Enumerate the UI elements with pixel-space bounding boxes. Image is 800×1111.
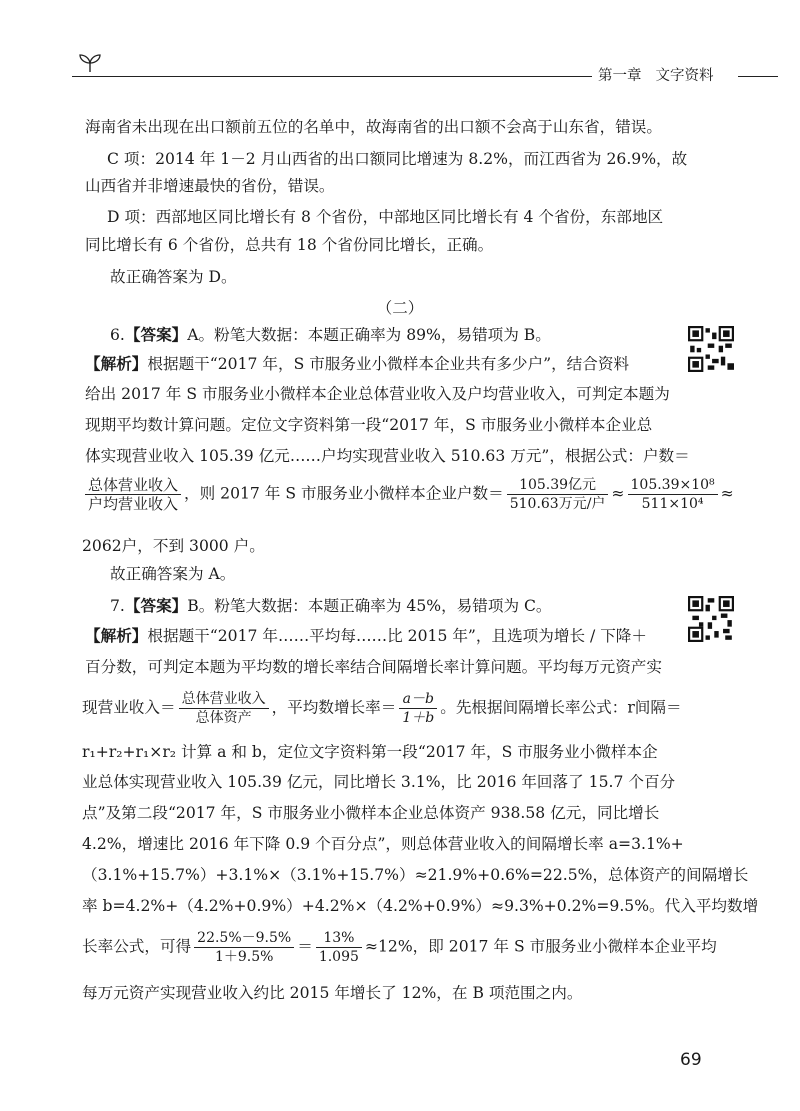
- explanation-line: [85, 625, 647, 647]
- fraction-numerator: 105.39×10⁸: [628, 476, 718, 495]
- formula-text: 现营业收入＝: [82, 698, 176, 717]
- fraction-denominator: 511×10⁴: [641, 496, 704, 512]
- paragraph-line: 海南省未出现在出口额前五位的名单中，故海南省的出口额不会高于山东省，错误。: [85, 118, 662, 136]
- paragraph-line: D 项：西部地区同比增长有 8 个省份，中部地区同比增长有 4 个省份，东部地区: [107, 208, 664, 226]
- fraction-denominator: 户均营业收入: [88, 495, 179, 513]
- fraction-numerator: 22.5%－9.5%: [194, 929, 294, 948]
- explanation-label: 【解析】: [85, 354, 148, 373]
- paragraph-line: 故正确答案为 D。: [110, 268, 237, 286]
- fraction-denominator: 总体资产: [195, 710, 252, 726]
- explanation-text: 根据题干“2017 年，S 市服务业小微样本企业共有多少户”，结合资料: [147, 355, 630, 373]
- paragraph-line: 4.2%，增速比 2016 年下降 0.9 个百分点”，则总体营业收入的间隔增长率 a=3.1%+: [82, 835, 684, 853]
- paragraph-line: 点”及第二段“2017 年，S 市服务业小微样本企业总体资产 938.58 亿元，同比增长: [82, 804, 660, 822]
- answer-label: 【答案】: [124, 596, 188, 615]
- answer-line: [110, 324, 551, 346]
- paragraph-line: 现期平均数计算问题。定位文字资料第一段“2017 年，S 市服务业小微样本企业总: [85, 416, 653, 434]
- fraction-numerator: 105.39亿元: [507, 476, 609, 495]
- question-number: 6.: [110, 326, 125, 344]
- fraction-numerator: 总体营业收入: [179, 690, 269, 709]
- approx-sign: ≈: [611, 484, 625, 503]
- approx-sign: ≈: [720, 484, 734, 503]
- paragraph-line: 同比增长有 6 个省份，总共有 18 个省份同比增长，正确。: [85, 236, 494, 254]
- paragraph-line: r₁+r₂+r₁×r₂ 计算 a 和 b，定位文字资料第一段“2017 年，S 市服务业小微样本企: [82, 743, 658, 761]
- running-header: [598, 64, 728, 85]
- paragraph-line: 故正确答案为 A。: [110, 565, 236, 583]
- paragraph-line: 率 b=4.2%+（4.2%+0.9%）+4.2%×（4.2%+0.9%）≈9.3%+0.2%=9.5%。代入平均数增: [82, 897, 759, 915]
- paragraph-line: 百分数，可判定本题为平均数的增长率结合间隔增长率计算问题。平均每万元资产实: [85, 658, 662, 676]
- equals-sign: ＝: [297, 937, 313, 956]
- leaf-logo-icon: [78, 52, 102, 74]
- formula-text: ≈12%，即 2017 年 S 市服务业小微样本企业平均: [364, 937, 717, 956]
- fraction-denominator: 510.63万元/户: [509, 496, 606, 512]
- formula-line: [82, 690, 682, 727]
- formula-text: 。先根据间隔增长率公式：r间隔＝: [440, 698, 682, 717]
- formula-line: [82, 476, 734, 513]
- qr-code-icon[interactable]: [688, 326, 734, 372]
- answer-label: 【答案】: [124, 325, 188, 344]
- explanation-label: 【解析】: [85, 626, 148, 645]
- answer-text: A。粉笔大数据：本题正确率为 89%，易错项为 B。: [187, 326, 551, 344]
- formula-line: [82, 929, 717, 966]
- paragraph-line: （3.1%+15.7%）+3.1%×（3.1%+15.7%）≈21.9%+0.6%=22.5%，总体资产的间隔增长: [82, 866, 749, 884]
- paragraph-line: 2062户，不到 3000 户。: [82, 537, 265, 555]
- formula-text: ，平均数增长率＝: [271, 698, 397, 717]
- formula-text: ，则 2017 年 S 市服务业小微样本企业户数＝: [184, 484, 504, 503]
- explanation-line: [85, 353, 629, 375]
- explanation-text: 根据题干“2017 年……平均每……比 2015 年”，且选项为增长 / 下降＋: [147, 627, 647, 645]
- chapter-label: 第一章: [598, 68, 642, 84]
- paragraph-line: 山西省并非增速最快的省份，错误。: [85, 177, 335, 195]
- fraction-numerator: a－b: [399, 690, 437, 709]
- answer-text: B。粉笔大数据：本题正确率为 45%，易错项为 C。: [187, 597, 552, 615]
- section-label: 文字资料: [655, 68, 714, 84]
- section-title: （二）: [376, 299, 424, 317]
- page-number: 69: [680, 1050, 702, 1070]
- paragraph-line: C 项：2014 年 1－2 月山西省的出口额同比增速为 8.2%，而江西省为 26.9%，故: [107, 150, 688, 168]
- question-number: 7.: [110, 597, 125, 615]
- fraction-denominator: 1.095: [318, 949, 359, 965]
- fraction-numerator: 13%: [316, 929, 362, 948]
- header-rule-right: [738, 76, 778, 77]
- answer-line: [110, 595, 552, 617]
- fraction-numerator: 总体营业收入: [85, 476, 181, 495]
- paragraph-line: 业总体实现营业收入 105.39 亿元，同比增长 3.1%，比 2016 年回落了 15.7 个百分: [82, 773, 676, 791]
- fraction-denominator: 1＋b: [402, 710, 435, 726]
- formula-text: 长率公式，可得: [82, 937, 192, 956]
- paragraph-line: 每万元资产实现营业收入约比 2015 年增长了 12%，在 B 项范围之内。: [82, 984, 583, 1002]
- paragraph-line: 给出 2017 年 S 市服务业小微样本企业总体营业收入及户均营业收入，可判定本题为: [85, 385, 670, 403]
- paragraph-line: 体实现营业收入 105.39 亿元……户均实现营业收入 510.63 万元”，根据公式：户数＝: [85, 447, 690, 465]
- header-rule: [72, 76, 592, 77]
- qr-code-icon[interactable]: [688, 596, 734, 642]
- fraction-denominator: 1＋9.5%: [214, 949, 274, 965]
